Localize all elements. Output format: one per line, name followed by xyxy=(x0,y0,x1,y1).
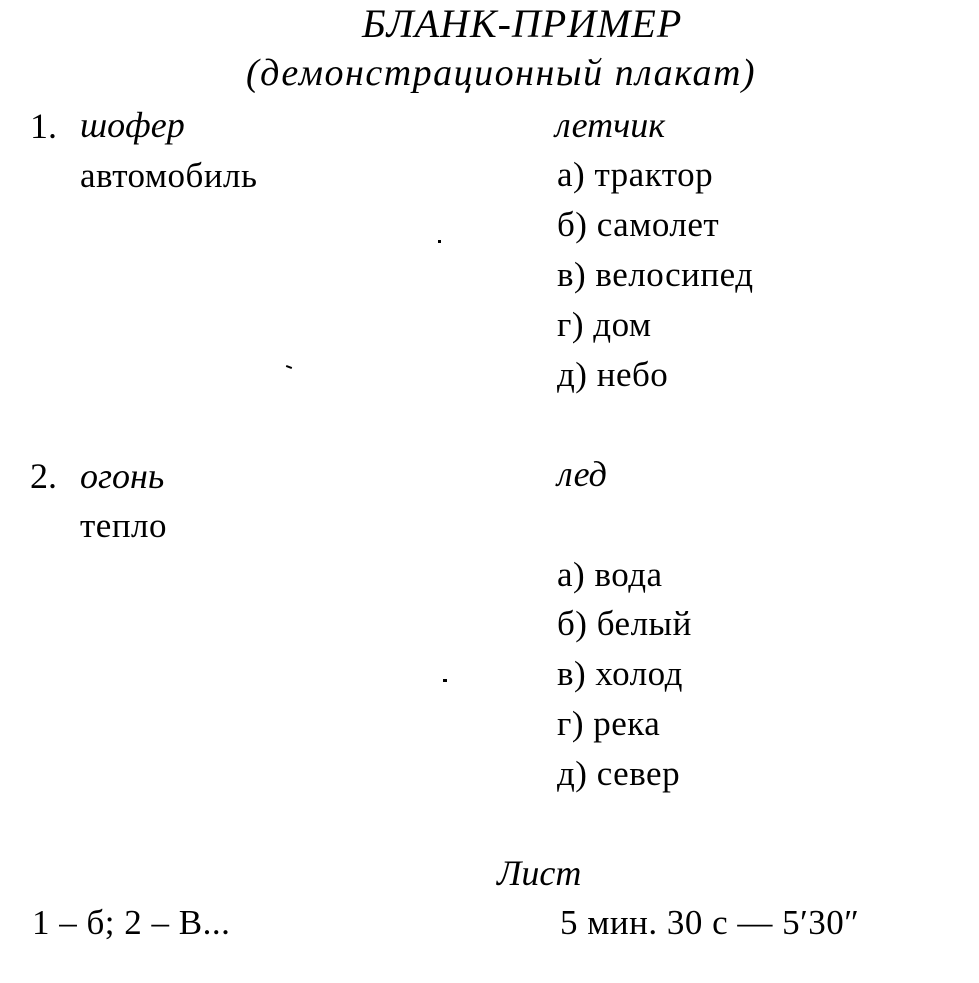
option-b: б) самолет xyxy=(557,205,720,244)
option-v: в) холод xyxy=(557,654,683,693)
option-b: б) белый xyxy=(557,604,692,643)
option-v: в) велосипед xyxy=(557,255,754,294)
scan-speck xyxy=(443,679,447,682)
scan-speck xyxy=(438,240,441,243)
sheet-label: Лист xyxy=(497,853,582,893)
task-word-left: огонь xyxy=(80,456,165,496)
option-a: а) трактор xyxy=(557,155,714,194)
task-word-right: лед xyxy=(557,454,607,494)
sheet-answers: 1 – б; 2 – В... xyxy=(32,903,231,942)
task-word-left: шофер xyxy=(80,105,185,145)
page-subtitle: (демонстрационный плакат) xyxy=(246,52,757,94)
option-g: г) река xyxy=(557,704,661,743)
task-pair-left: автомобиль xyxy=(80,156,258,195)
option-d: д) небо xyxy=(557,355,669,394)
task-pair-left: тепло xyxy=(80,506,168,545)
scan-speck xyxy=(286,365,292,369)
option-a: а) вода xyxy=(557,555,663,594)
task-word-right: летчик xyxy=(555,105,666,145)
page-title: БЛАНК-ПРИМЕР xyxy=(362,1,683,46)
option-d: д) север xyxy=(557,754,681,793)
sheet-time: 5 мин. 30 с — 5′30″ xyxy=(560,903,860,942)
task-number: 1. xyxy=(30,106,57,146)
option-g: г) дом xyxy=(557,305,652,344)
task-number: 2. xyxy=(30,456,57,496)
